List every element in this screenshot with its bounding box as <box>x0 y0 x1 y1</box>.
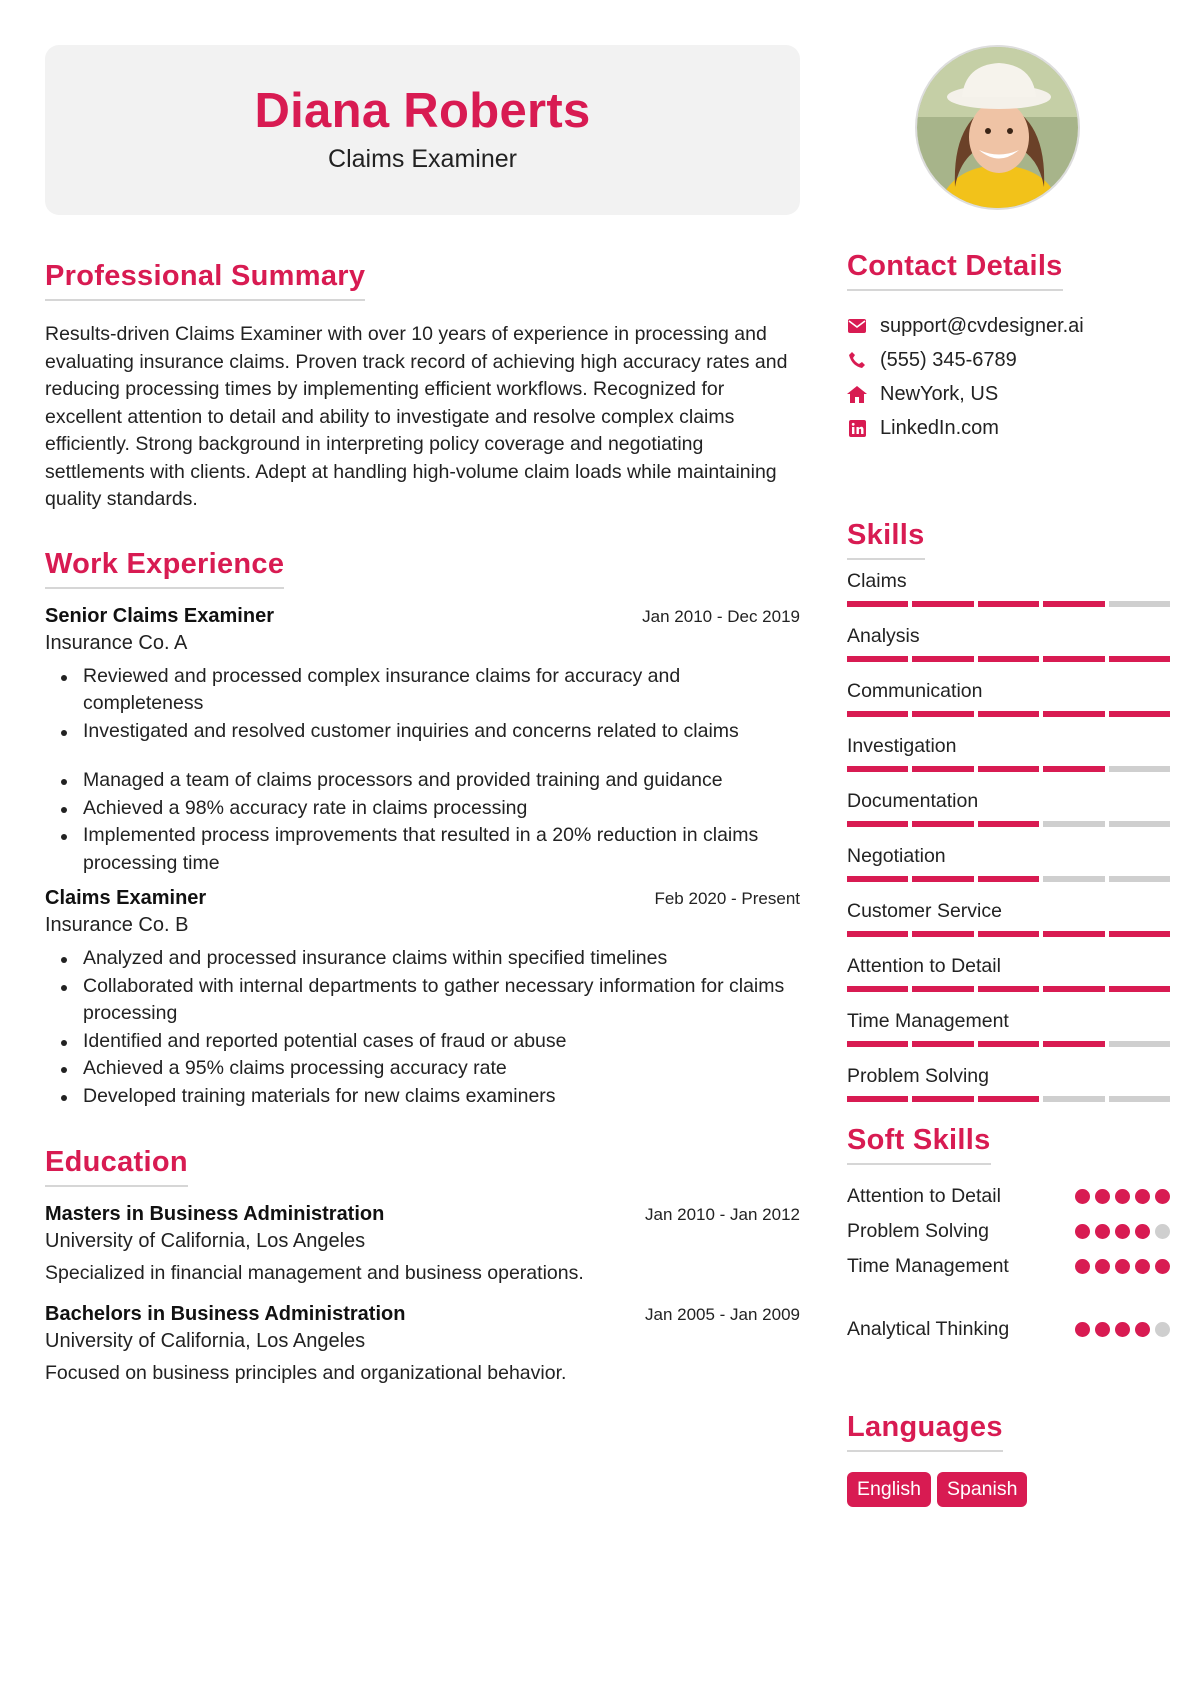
contact-linkedin[interactable] <box>847 411 1170 445</box>
portrait-illustration <box>917 47 1080 210</box>
skill-level-segment <box>847 931 908 937</box>
skill-level-segment <box>1043 986 1104 992</box>
rating-dot <box>1115 1224 1130 1239</box>
skill-level-bar <box>847 821 1170 827</box>
skill-level-bar <box>847 1096 1170 1102</box>
skill-level-segment <box>847 1096 908 1102</box>
language-list <box>847 1472 1170 1507</box>
skill-name: Claims <box>847 570 907 592</box>
soft-skills-section <box>847 1124 1170 1347</box>
job-company: Insurance Co. A <box>45 631 188 654</box>
school-name: University of California, Los Angeles <box>45 1330 366 1352</box>
degree-title: Masters in Business Administration <box>45 1203 385 1225</box>
skill-level-segment <box>847 821 908 827</box>
skill-level-segment <box>912 766 973 772</box>
experience-section <box>45 548 800 1111</box>
contact-linkedin-text: LinkedIn.com <box>880 416 999 439</box>
job-bullet: Achieved a 95% claims processing accuracy rate <box>83 1055 800 1083</box>
rating-dot <box>1095 1322 1110 1337</box>
skill-name: Documentation <box>847 790 979 812</box>
envelope-icon <box>847 316 867 336</box>
soft-skill-row <box>847 1214 1170 1249</box>
skill-level-segment <box>1109 821 1170 827</box>
skill-level-segment <box>912 931 973 937</box>
skill-level-segment <box>1043 821 1104 827</box>
skill-level-segment <box>1043 766 1104 772</box>
skill-level-segment <box>978 986 1039 992</box>
candidate-title: Claims Examiner <box>328 145 517 173</box>
language-tag: English <box>847 1472 931 1507</box>
job-bullet: Managed a team of claims processors and provided training and guidance <box>83 767 800 795</box>
skill-level-segment <box>1109 986 1170 992</box>
soft-skill-rating <box>1075 1259 1170 1274</box>
contact-location-text: NewYork, US <box>880 382 999 405</box>
rating-dot <box>1075 1322 1090 1337</box>
summary-text: Results-driven Claims Examiner with over 10 years of experience in processing and evaluating insurance claims. Proven track record of achieving high accuracy rates and reducing processing times by implementing efficient workflows. Recognized for excellent attention to detail and ability to investigate and resolve complex claims efficiently. Strong background in interpreting policy coverage and negotiating settlements with clients. Adept at handling high-volume claim loads while maintaining quality standards. <box>45 323 788 510</box>
soft-skills-heading: Soft Skills <box>847 1124 991 1165</box>
language-tag: Spanish <box>937 1472 1027 1507</box>
skill-level-segment <box>978 601 1039 607</box>
rating-dot <box>1115 1322 1130 1337</box>
skill-name: Problem Solving <box>847 1065 989 1087</box>
rating-dot <box>1095 1224 1110 1239</box>
job-entry <box>45 887 800 1110</box>
soft-skill-row <box>847 1249 1170 1284</box>
skills-section <box>847 519 1170 1102</box>
job-company: Insurance Co. B <box>45 914 189 936</box>
contact-heading: Contact Details <box>847 250 1063 291</box>
job-bullet: Implemented process improvements that resulted in a 20% reduction in claims processing time <box>83 822 800 877</box>
skill-level-segment <box>1043 1096 1104 1102</box>
job-bullet: Reviewed and processed complex insurance claims for accuracy and completeness <box>83 663 800 718</box>
soft-skill-rating <box>1075 1322 1170 1337</box>
education-description: Focused on business principles and organizational behavior. <box>45 1362 567 1384</box>
job-bullet: Collaborated with internal departments to gather necessary information for claims processing <box>83 973 800 1028</box>
experience-heading: Work Experience <box>45 548 284 589</box>
candidate-name: Diana Roberts <box>254 84 591 138</box>
skill-level-segment <box>847 711 908 717</box>
skill-level-segment <box>1043 1041 1104 1047</box>
skill-level-segment <box>912 1096 973 1102</box>
soft-skill-name: Time Management <box>847 1255 1009 1277</box>
education-dates: Jan 2005 - Jan 2009 <box>644 1305 800 1324</box>
rating-dot <box>1135 1224 1150 1239</box>
skill-level-segment <box>1043 931 1104 937</box>
skill-level-segment <box>1109 1041 1170 1047</box>
rating-dot <box>1155 1322 1170 1337</box>
skill-level-segment <box>847 986 908 992</box>
job-title: Claims Examiner <box>45 887 207 909</box>
skill-level-segment <box>1043 876 1104 882</box>
job-bullet: Identified and reported potential cases of fraud or abuse <box>83 1028 800 1056</box>
skill-name: Communication <box>847 680 983 702</box>
skill-level-segment <box>1043 656 1104 662</box>
job-bullet: Developed training materials for new claims examiners <box>83 1083 800 1111</box>
education-dates: Jan 2010 - Jan 2012 <box>644 1205 800 1224</box>
skills-heading: Skills <box>847 519 925 560</box>
education-entry <box>45 1203 800 1285</box>
skill-level-segment <box>1109 1096 1170 1102</box>
skill-name: Investigation <box>847 735 957 757</box>
soft-skill-name: Attention to Detail <box>847 1185 1001 1207</box>
skill-level-bar <box>847 601 1170 607</box>
skill-level-segment <box>1109 711 1170 717</box>
job-bullet: Investigated and resolved customer inquiries and concerns related to claims <box>83 718 800 746</box>
job-entry <box>45 605 800 878</box>
rating-dot <box>1115 1259 1130 1274</box>
contact-email[interactable] <box>847 309 1170 343</box>
skill-level-segment <box>912 601 973 607</box>
skill-name: Time Management <box>847 1010 1009 1032</box>
skill-level-segment <box>978 766 1039 772</box>
skill-level-segment <box>912 821 973 827</box>
skill-level-segment <box>912 656 973 662</box>
main-column <box>45 45 800 1385</box>
rating-dot <box>1075 1259 1090 1274</box>
skill-level-bar <box>847 931 1170 937</box>
skill-level-segment <box>1043 601 1104 607</box>
school-name: University of California, Los Angeles <box>45 1230 366 1252</box>
rating-dot <box>1135 1189 1150 1204</box>
job-bullets <box>45 663 800 878</box>
job-dates: Feb 2020 - Present <box>654 889 800 908</box>
education-heading: Education <box>45 1146 188 1187</box>
skill-level-bar <box>847 876 1170 882</box>
skill-level-segment <box>1109 931 1170 937</box>
job-bullet: Achieved a 98% accuracy rate in claims processing <box>83 795 800 823</box>
skill-level-bar <box>847 656 1170 662</box>
skill-name: Customer Service <box>847 900 1002 922</box>
education-entry <box>45 1303 800 1385</box>
header-card <box>45 45 800 215</box>
skill-level-bar <box>847 711 1170 717</box>
rating-dot <box>1095 1259 1110 1274</box>
skill-level-segment <box>978 711 1039 717</box>
skill-level-segment <box>978 876 1039 882</box>
soft-skill-rating <box>1075 1189 1170 1204</box>
education-description: Specialized in financial management and business operations. <box>45 1262 584 1284</box>
rating-dot <box>1115 1189 1130 1204</box>
skill-level-segment <box>978 931 1039 937</box>
languages-section <box>847 1411 1170 1507</box>
rating-dot <box>1155 1189 1170 1204</box>
skill-level-segment <box>912 1041 973 1047</box>
profile-photo <box>915 45 1080 210</box>
job-title: Senior Claims Examiner <box>45 604 274 627</box>
summary-heading: Professional Summary <box>45 260 365 301</box>
linkedin-icon <box>847 418 867 438</box>
rating-dot <box>1135 1259 1150 1274</box>
job-dates: Jan 2010 - Dec 2019 <box>642 606 800 626</box>
skill-level-segment <box>1109 656 1170 662</box>
skill-level-bar <box>847 1041 1170 1047</box>
skill-level-segment <box>847 876 908 882</box>
rating-dot <box>1155 1224 1170 1239</box>
skill-name: Analysis <box>847 625 920 647</box>
rating-dot <box>1155 1259 1170 1274</box>
sidebar-column <box>847 45 1170 1507</box>
skill-level-segment <box>847 766 908 772</box>
job-bullets <box>45 945 800 1110</box>
job-bullet: Analyzed and processed insurance claims within specified timelines <box>83 945 800 973</box>
skill-level-segment <box>847 601 908 607</box>
skill-level-segment <box>847 656 908 662</box>
soft-skill-name: Problem Solving <box>847 1220 989 1242</box>
skill-level-segment <box>978 821 1039 827</box>
rating-dot <box>1095 1189 1110 1204</box>
contact-location <box>847 377 1170 411</box>
rating-dot <box>1075 1224 1090 1239</box>
skill-level-segment <box>978 656 1039 662</box>
soft-skills-list <box>847 1179 1170 1347</box>
education-section <box>45 1146 800 1385</box>
soft-skill-row <box>847 1312 1170 1347</box>
skill-level-segment <box>1109 601 1170 607</box>
contact-email-text: support@cvdesigner.ai <box>880 314 1084 337</box>
skills-list <box>847 570 1170 1102</box>
skill-name: Attention to Detail <box>847 955 1001 977</box>
skill-level-segment <box>1109 766 1170 772</box>
skill-level-segment <box>978 1096 1039 1102</box>
soft-skill-rating <box>1075 1224 1170 1239</box>
summary-section <box>45 260 800 514</box>
languages-heading: Languages <box>847 1411 1003 1452</box>
contact-section <box>847 250 1170 445</box>
phone-icon <box>847 350 867 370</box>
skill-level-segment <box>1109 876 1170 882</box>
rating-dot <box>1135 1322 1150 1337</box>
rating-dot <box>1075 1189 1090 1204</box>
contact-phone[interactable] <box>847 343 1170 377</box>
soft-skill-row <box>847 1179 1170 1214</box>
home-icon <box>847 384 867 404</box>
skill-level-segment <box>912 986 973 992</box>
skill-level-segment <box>1043 711 1104 717</box>
skill-level-segment <box>978 1041 1039 1047</box>
skill-level-bar <box>847 986 1170 992</box>
contact-phone-text: (555) 345-6789 <box>880 348 1017 371</box>
skill-level-segment <box>912 876 973 882</box>
skill-level-segment <box>847 1041 908 1047</box>
degree-title: Bachelors in Business Administration <box>45 1303 406 1325</box>
skill-name: Negotiation <box>847 845 946 867</box>
skill-level-bar <box>847 766 1170 772</box>
skill-level-segment <box>912 711 973 717</box>
soft-skill-name: Analytical Thinking <box>847 1318 1010 1340</box>
